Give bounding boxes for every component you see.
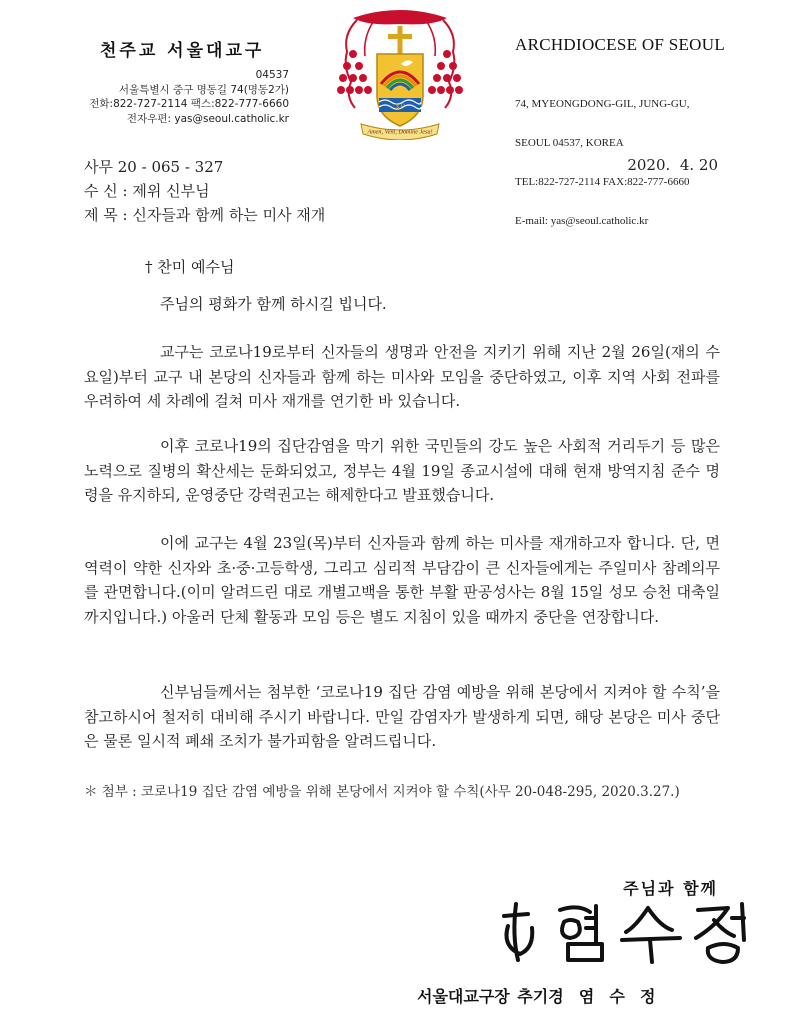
tel-fax-line: TEL:822-727-2114 FAX:822-777-6660 [515,176,690,188]
body-paragraph: 이에 교구는 4월 23일(목)부터 신자들과 함께 하는 미사를 재개하고자 합니다. 단, 면역력이 약한 신자와 초·중·고등학생, 그리고 심리적 부담감이 큰 신자들에게는 주일미사 참례의무를 관면합니다.(이미 알려드린 대로 개별고백을 통한 부활 판공성사는 8월 15일 성모 승천 대축일까지입니다.) 아울러 단체 활동과 모임 등은 별도 지침이 있을 때까지 중단을 연장합니다. [84,534,720,626]
attachment-note: ＊ 첨부 : 코로나19 집단 감염 예방을 위해 본당에서 지켜야 할 수칙(사무 20-048-295, 2020.3.27.) [84,784,680,800]
document-date: 2020. 4. 20 [627,156,718,174]
address-line: 서울특별시 중구 명동길 74(명동2가) [118,83,289,96]
postcode: 04537 [255,69,289,81]
peace-wish: 주님의 평화가 함께 하시길 빕니다. [160,295,387,313]
address-line-2: SEOUL 04537, KOREA [515,137,624,149]
email-line-en: E-mail: yas@seoul.catholic.kr [515,215,649,227]
subject-line: 제 목 : 신자들과 함께 하는 미사 재개 [84,206,326,224]
address-line-1: 74, MYEONGDONG-GIL, JUNG-GU, [515,98,690,110]
document-number: 사무 20 - 065 - 327 [84,158,224,176]
phone-fax-line: 전화:822-727-2114 팩스:822-777-6660 [89,98,289,110]
crest-motto: Amen, Veni, Domine Jesu! [367,128,433,136]
body-paragraph: 이후 코로나19의 집단감염을 막기 위한 국민들의 강도 높은 사회적 거리두기 등 많은 노력으로 질병의 확산세는 둔화되었고, 정부는 4월 19일 종교시설에 대해 현재 방역지침 준수 명령을 유지하되, 운영중단 강력권고는 해제한다고 발표했습니다. [84,437,720,504]
greeting: † 찬미 예수님 [145,258,235,276]
handwritten-signature [498,896,758,966]
org-name-korean: 천주교 서울대교구 [100,41,265,61]
closing-phrase: 주님과 함께 [623,879,718,898]
archdiocese-crest-logo [333,4,467,140]
email-line: 전자우편: yas@seoul.catholic.kr [126,112,289,125]
address-block-korean [89,68,289,126]
org-name-english: ARCHDIOCESE OF SEOUL [515,35,726,54]
recipient-line: 수 신 : 제위 신부님 [84,182,210,200]
signer-title-name: 서울대교구장 추기경 염 수 정 [417,987,656,1006]
body-paragraph: 교구는 코로나19로부터 신자들의 생명과 안전을 지키기 위해 지난 2월 26일(재의 수요일)부터 교구 내 본당의 신자들과 함께 하는 미사와 모임을 중단하였고, 이후 지역 사회 전파를 우려하여 세 차례에 걸쳐 미사 재개를 연기한 바 있습니다. [84,343,720,410]
svg-text:XP: XP [395,103,405,111]
body-paragraph: 신부님들께서는 첨부한 ‘코로나19 집단 감염 예방을 위해 본당에서 지켜야 할 수칙’을 참고하시어 철저히 대비해 주시기 바랍니다. 만일 감염자가 발생하게 되면, 해당 본당은 미사 중단은 물론 일시적 폐쇄 조치가 불가피함을 알려드립니다. [84,683,720,750]
